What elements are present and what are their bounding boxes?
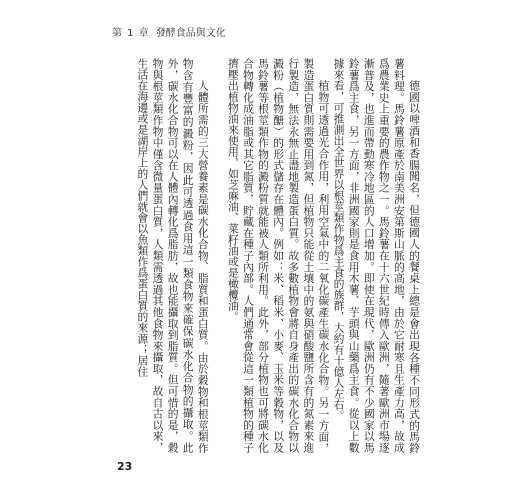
- paragraph-3: 人體所需的三大營養素是碳水化合物、脂質和蛋白質。由於穀物和根莖類作物含有豐富的澱粉，因此可透過食用這一類食物來確保碳水化合物的攝取。此外，碳水化合物可以在人體內轉化爲脂肪，故也能攝取到脂質。但可惜的是，穀物與根莖類作物中僅含微量蛋白質，人類需透過其他食物來攝取，故自古以來，生活在海邊或是湖岸上的人們就會以魚類作爲蛋白質的來源；居住: [136, 58, 210, 453]
- paragraph-2: 植物可透過光合作用，利用空氣中的二氧化碳產生碳水化合物。另一方面，製造蛋白質則需要用到氮，但植物只能從土壤中的氨與硝酸鹽所含有的氮素來進行製造，無法永無止盡地製造蛋白質。故多數植物會將自身產出的碳水化合物以澱粉（植物醣）的形式儲存在體內。例如：米、稻米、小麥、玉米等穀物，以及馬鈴薯等根莖類作物的澱粉質就能被人類所利用。此外，部分植物也可將碳水化合物轉化成油脂或其它脂質，貯藏在種子內部。人們通常會從這一類植物的種子擠壓出植物油來使用，如芝麻油、菜籽油或是橄欖油。: [226, 58, 331, 453]
- running-header: [112, 24, 226, 39]
- vertical-body-text: [92, 58, 422, 453]
- chapter-number: 第 1 章: [112, 28, 150, 39]
- paragraph-1: 德國以啤酒和香腸聞名，但德國人的餐桌上總是會出現各種不同形式的馬鈴薯料理。馬鈴薯原產於南美洲安第斯山脈的高地，由於它耐寒且生產力高，故成爲農業史上重要的農作物之一。馬鈴薯在十六世紀時傳入歐洲，隨著歐洲市場逐漸普及，也進而帶動寒冷地區的人口增加。即使在現代，歐洲仍有不少國家以馬鈴薯爲主食，另一方面，非洲國家則是食用木薯、芋頭與山藥爲主食。從以上數據來看，可推測出全世界以根莖類作物爲主食的族群，大約有十億人左右。: [332, 58, 421, 453]
- chapter-title: 發酵食品與文化: [155, 28, 226, 39]
- page-number: 23: [117, 460, 133, 473]
